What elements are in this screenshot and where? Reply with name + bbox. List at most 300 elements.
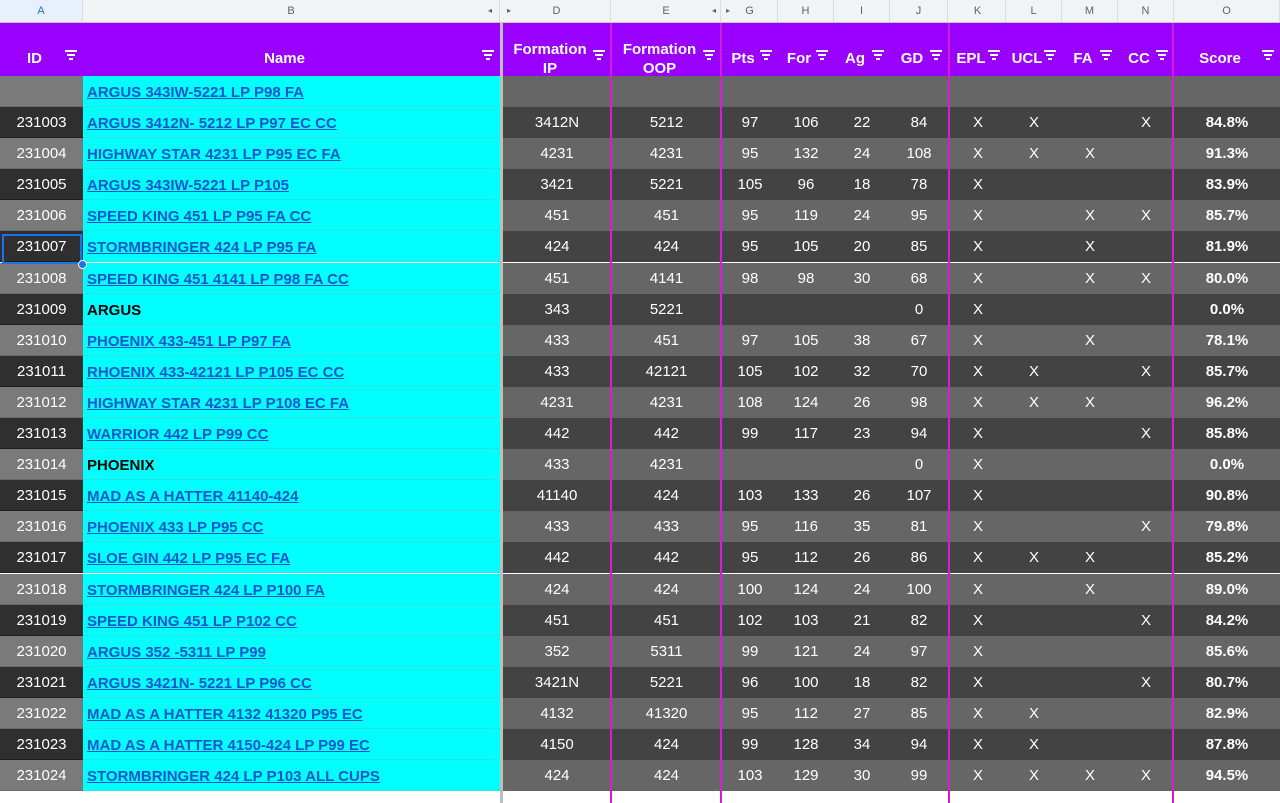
foop-cell[interactable]: 4231 bbox=[612, 449, 721, 480]
ucl-cell[interactable]: X bbox=[1006, 356, 1062, 387]
ag-cell[interactable]: 24 bbox=[834, 138, 890, 169]
cc-cell[interactable]: X bbox=[1118, 418, 1174, 449]
pts-cell[interactable]: 95 bbox=[722, 200, 778, 231]
score-cell[interactable]: 85.2% bbox=[1174, 542, 1280, 573]
ucl-cell[interactable]: X bbox=[1006, 698, 1062, 729]
ag-cell[interactable]: 26 bbox=[834, 387, 890, 418]
epl-cell[interactable]: X bbox=[950, 107, 1006, 138]
fip-cell[interactable]: 352 bbox=[503, 636, 611, 667]
pts-cell[interactable]: 99 bbox=[722, 636, 778, 667]
cell[interactable] bbox=[778, 76, 834, 107]
pts-cell[interactable]: 95 bbox=[722, 511, 778, 542]
gd-cell[interactable]: 84 bbox=[890, 107, 948, 138]
fip-cell[interactable]: 424 bbox=[503, 760, 611, 791]
fa-cell[interactable] bbox=[1062, 667, 1118, 698]
id-cell[interactable]: 231006 bbox=[0, 200, 83, 231]
id-cell[interactable]: 231016 bbox=[0, 511, 83, 542]
cell[interactable] bbox=[834, 76, 890, 107]
for-cell[interactable]: 119 bbox=[778, 200, 834, 231]
for-cell[interactable]: 98 bbox=[778, 263, 834, 294]
name-link[interactable]: PHOENIX 433 LP P95 CC bbox=[83, 511, 500, 542]
id-cell[interactable]: 231017 bbox=[0, 542, 83, 573]
id-cell[interactable]: 231008 bbox=[0, 263, 83, 294]
score-cell[interactable]: 85.6% bbox=[1174, 636, 1280, 667]
gd-cell[interactable]: 99 bbox=[890, 760, 948, 791]
column-letter-l[interactable]: L bbox=[1006, 0, 1062, 22]
fa-cell[interactable] bbox=[1062, 449, 1118, 480]
filter-icon[interactable] bbox=[872, 50, 884, 60]
cc-cell[interactable] bbox=[1118, 636, 1174, 667]
ucl-cell[interactable] bbox=[1006, 200, 1062, 231]
cc-cell[interactable] bbox=[1118, 729, 1174, 760]
fip-cell[interactable]: 442 bbox=[503, 542, 611, 573]
pts-cell[interactable]: 95 bbox=[722, 231, 778, 262]
id-cell[interactable]: 231014 bbox=[0, 449, 83, 480]
filter-icon[interactable] bbox=[1100, 50, 1112, 60]
cc-cell[interactable]: X bbox=[1118, 263, 1174, 294]
ucl-cell[interactable] bbox=[1006, 574, 1062, 605]
epl-cell[interactable]: X bbox=[950, 667, 1006, 698]
epl-cell[interactable]: X bbox=[950, 169, 1006, 200]
id-cell[interactable]: 231013 bbox=[0, 418, 83, 449]
score-cell[interactable]: 85.8% bbox=[1174, 418, 1280, 449]
filter-icon[interactable] bbox=[593, 50, 605, 60]
cc-cell[interactable]: X bbox=[1118, 356, 1174, 387]
pts-cell[interactable]: 98 bbox=[722, 263, 778, 294]
cc-cell[interactable] bbox=[1118, 698, 1174, 729]
epl-cell[interactable]: X bbox=[950, 418, 1006, 449]
fip-cell[interactable]: 433 bbox=[503, 511, 611, 542]
score-cell[interactable]: 83.9% bbox=[1174, 169, 1280, 200]
gd-cell[interactable]: 70 bbox=[890, 356, 948, 387]
for-cell[interactable]: 96 bbox=[778, 169, 834, 200]
id-cell[interactable]: 231007 bbox=[0, 231, 83, 262]
name-link[interactable]: MAD AS A HATTER 4150-424 LP P99 EC bbox=[83, 729, 500, 760]
score-cell[interactable]: 82.9% bbox=[1174, 698, 1280, 729]
gd-cell[interactable]: 0 bbox=[890, 294, 948, 325]
pts-cell[interactable]: 99 bbox=[722, 418, 778, 449]
foop-cell[interactable]: 4141 bbox=[612, 263, 721, 294]
score-cell[interactable]: 90.8% bbox=[1174, 480, 1280, 511]
pts-cell[interactable]: 105 bbox=[722, 169, 778, 200]
ag-cell[interactable]: 26 bbox=[834, 542, 890, 573]
ucl-cell[interactable] bbox=[1006, 325, 1062, 356]
foop-cell[interactable]: 5221 bbox=[612, 667, 721, 698]
fip-cell[interactable]: 4231 bbox=[503, 138, 611, 169]
epl-cell[interactable]: X bbox=[950, 325, 1006, 356]
name-link[interactable]: ARGUS 352 -5311 LP P99 bbox=[83, 636, 500, 667]
id-cell[interactable]: 231015 bbox=[0, 480, 83, 511]
epl-cell[interactable]: X bbox=[950, 542, 1006, 573]
fip-cell[interactable]: 343 bbox=[503, 294, 611, 325]
fip-cell[interactable]: 451 bbox=[503, 263, 611, 294]
column-letter-m[interactable]: M bbox=[1062, 0, 1118, 22]
score-cell[interactable]: 94.5% bbox=[1174, 760, 1280, 791]
cc-cell[interactable]: X bbox=[1118, 511, 1174, 542]
column-group-toggle-icon[interactable]: ▸ bbox=[726, 6, 731, 15]
ucl-cell[interactable] bbox=[1006, 418, 1062, 449]
score-cell[interactable]: 91.3% bbox=[1174, 138, 1280, 169]
foop-cell[interactable]: 42121 bbox=[612, 356, 721, 387]
fa-cell[interactable]: X bbox=[1062, 200, 1118, 231]
column-letter-a[interactable]: A bbox=[0, 0, 83, 22]
column-letter-g[interactable]: G bbox=[722, 0, 778, 22]
column-letter-i[interactable]: I bbox=[834, 0, 890, 22]
filter-icon[interactable] bbox=[816, 50, 828, 60]
ag-cell[interactable]: 24 bbox=[834, 636, 890, 667]
cc-cell[interactable] bbox=[1118, 169, 1174, 200]
gd-cell[interactable]: 94 bbox=[890, 418, 948, 449]
name-link[interactable]: RHOENIX 433-42121 LP P105 EC CC bbox=[83, 356, 500, 387]
epl-cell[interactable]: X bbox=[950, 698, 1006, 729]
name-link[interactable]: PHOENIX 433-451 LP P97 FA bbox=[83, 325, 500, 356]
ag-cell[interactable]: 32 bbox=[834, 356, 890, 387]
for-cell[interactable]: 102 bbox=[778, 356, 834, 387]
name-link[interactable]: ARGUS 343IW-5221 LP P98 FA bbox=[83, 76, 500, 107]
fip-cell[interactable]: 4150 bbox=[503, 729, 611, 760]
cc-cell[interactable]: X bbox=[1118, 667, 1174, 698]
name-link[interactable]: MAD AS A HATTER 4132 41320 P95 EC bbox=[83, 698, 500, 729]
cc-cell[interactable] bbox=[1118, 480, 1174, 511]
name-link[interactable]: ARGUS 3412N- 5212 LP P97 EC CC bbox=[83, 107, 500, 138]
fa-cell[interactable]: X bbox=[1062, 387, 1118, 418]
fa-cell[interactable]: X bbox=[1062, 138, 1118, 169]
fa-cell[interactable]: X bbox=[1062, 231, 1118, 262]
column-letter-h[interactable]: H bbox=[778, 0, 834, 22]
ucl-cell[interactable] bbox=[1006, 667, 1062, 698]
score-cell[interactable]: 78.1% bbox=[1174, 325, 1280, 356]
gd-cell[interactable]: 98 bbox=[890, 387, 948, 418]
ag-cell[interactable]: 22 bbox=[834, 107, 890, 138]
selected-cell[interactable] bbox=[2, 234, 82, 264]
ag-cell[interactable]: 18 bbox=[834, 667, 890, 698]
cell[interactable] bbox=[612, 76, 721, 107]
filter-icon[interactable] bbox=[988, 50, 1000, 60]
id-cell[interactable]: 231020 bbox=[0, 636, 83, 667]
foop-cell[interactable]: 4231 bbox=[612, 138, 721, 169]
fip-cell[interactable]: 4231 bbox=[503, 387, 611, 418]
for-cell[interactable]: 124 bbox=[778, 574, 834, 605]
score-cell[interactable]: 0.0% bbox=[1174, 449, 1280, 480]
fip-cell[interactable]: 451 bbox=[503, 605, 611, 636]
cc-cell[interactable] bbox=[1118, 574, 1174, 605]
for-cell[interactable]: 133 bbox=[778, 480, 834, 511]
foop-cell[interactable]: 442 bbox=[612, 542, 721, 573]
gd-cell[interactable]: 94 bbox=[890, 729, 948, 760]
pts-cell[interactable]: 97 bbox=[722, 107, 778, 138]
ucl-cell[interactable] bbox=[1006, 231, 1062, 262]
filter-icon[interactable] bbox=[1262, 50, 1274, 60]
ucl-cell[interactable]: X bbox=[1006, 542, 1062, 573]
cell[interactable] bbox=[950, 76, 1006, 107]
fip-cell[interactable]: 4132 bbox=[503, 698, 611, 729]
epl-cell[interactable]: X bbox=[950, 636, 1006, 667]
filter-icon[interactable] bbox=[930, 50, 942, 60]
filter-icon[interactable] bbox=[1044, 50, 1056, 60]
score-cell[interactable]: 85.7% bbox=[1174, 356, 1280, 387]
pts-cell[interactable] bbox=[722, 449, 778, 480]
score-cell[interactable]: 87.8% bbox=[1174, 729, 1280, 760]
cc-cell[interactable] bbox=[1118, 231, 1174, 262]
id-cell[interactable]: 231003 bbox=[0, 107, 83, 138]
cc-cell[interactable]: X bbox=[1118, 605, 1174, 636]
fip-cell[interactable]: 41140 bbox=[503, 480, 611, 511]
gd-cell[interactable]: 82 bbox=[890, 605, 948, 636]
epl-cell[interactable]: X bbox=[950, 138, 1006, 169]
fip-cell[interactable]: 3412N bbox=[503, 107, 611, 138]
gd-cell[interactable]: 95 bbox=[890, 200, 948, 231]
epl-cell[interactable]: X bbox=[950, 511, 1006, 542]
fa-cell[interactable] bbox=[1062, 169, 1118, 200]
fa-cell[interactable] bbox=[1062, 636, 1118, 667]
pts-cell[interactable]: 95 bbox=[722, 542, 778, 573]
gd-cell[interactable]: 67 bbox=[890, 325, 948, 356]
pts-cell[interactable] bbox=[722, 294, 778, 325]
id-cell[interactable]: 231024 bbox=[0, 760, 83, 791]
column-group-toggle-icon[interactable]: ◂ bbox=[712, 6, 717, 15]
id-cell[interactable]: 231005 bbox=[0, 169, 83, 200]
name-link[interactable]: HIGHWAY STAR 4231 LP P108 EC FA bbox=[83, 387, 500, 418]
name-link[interactable]: STORMBRINGER 424 LP P100 FA bbox=[83, 574, 500, 605]
id-cell[interactable]: 231019 bbox=[0, 605, 83, 636]
epl-cell[interactable]: X bbox=[950, 231, 1006, 262]
cell[interactable] bbox=[890, 76, 948, 107]
name-link[interactable]: ARGUS 3421N- 5221 LP P96 CC bbox=[83, 667, 500, 698]
cell[interactable] bbox=[0, 76, 83, 107]
epl-cell[interactable]: X bbox=[950, 356, 1006, 387]
fa-cell[interactable] bbox=[1062, 511, 1118, 542]
foop-cell[interactable]: 424 bbox=[612, 729, 721, 760]
fa-cell[interactable] bbox=[1062, 356, 1118, 387]
pts-cell[interactable]: 95 bbox=[722, 698, 778, 729]
fa-cell[interactable]: X bbox=[1062, 574, 1118, 605]
fip-cell[interactable]: 433 bbox=[503, 325, 611, 356]
epl-cell[interactable]: X bbox=[950, 449, 1006, 480]
foop-cell[interactable]: 5212 bbox=[612, 107, 721, 138]
epl-cell[interactable]: X bbox=[950, 480, 1006, 511]
for-cell[interactable]: 117 bbox=[778, 418, 834, 449]
id-cell[interactable]: 231009 bbox=[0, 294, 83, 325]
ucl-cell[interactable] bbox=[1006, 511, 1062, 542]
column-letter-j[interactable]: J bbox=[890, 0, 948, 22]
cell[interactable] bbox=[1006, 76, 1062, 107]
name-link[interactable]: SPEED KING 451 LP P102 CC bbox=[83, 605, 500, 636]
fa-cell[interactable] bbox=[1062, 107, 1118, 138]
filter-icon[interactable] bbox=[703, 50, 715, 60]
id-cell[interactable]: 231021 bbox=[0, 667, 83, 698]
foop-cell[interactable]: 424 bbox=[612, 574, 721, 605]
column-group-toggle-icon[interactable]: ▸ bbox=[507, 6, 512, 15]
column-letter-e[interactable]: E bbox=[612, 0, 721, 22]
fip-cell[interactable]: 3421N bbox=[503, 667, 611, 698]
for-cell[interactable]: 128 bbox=[778, 729, 834, 760]
foop-cell[interactable]: 451 bbox=[612, 200, 721, 231]
score-cell[interactable]: 80.0% bbox=[1174, 263, 1280, 294]
fip-cell[interactable]: 433 bbox=[503, 449, 611, 480]
name-link[interactable]: STORMBRINGER 424 LP P95 FA bbox=[83, 231, 500, 262]
column-letter-b[interactable]: B bbox=[83, 0, 500, 22]
for-cell[interactable] bbox=[778, 449, 834, 480]
id-cell[interactable]: 231011 bbox=[0, 356, 83, 387]
fa-cell[interactable] bbox=[1062, 605, 1118, 636]
column-letter-o[interactable]: O bbox=[1174, 0, 1280, 22]
filter-icon[interactable] bbox=[65, 50, 77, 60]
gd-cell[interactable]: 85 bbox=[890, 231, 948, 262]
for-cell[interactable]: 105 bbox=[778, 231, 834, 262]
foop-cell[interactable]: 451 bbox=[612, 605, 721, 636]
fip-cell[interactable]: 3421 bbox=[503, 169, 611, 200]
fa-cell[interactable] bbox=[1062, 294, 1118, 325]
ag-cell[interactable]: 30 bbox=[834, 760, 890, 791]
score-cell[interactable]: 79.8% bbox=[1174, 511, 1280, 542]
foop-cell[interactable]: 433 bbox=[612, 511, 721, 542]
name-link[interactable]: WARRIOR 442 LP P99 CC bbox=[83, 418, 500, 449]
frozen-column-divider[interactable] bbox=[500, 23, 503, 803]
cell[interactable] bbox=[722, 76, 778, 107]
ag-cell[interactable]: 27 bbox=[834, 698, 890, 729]
gd-cell[interactable]: 78 bbox=[890, 169, 948, 200]
ucl-cell[interactable] bbox=[1006, 605, 1062, 636]
ag-cell[interactable]: 24 bbox=[834, 200, 890, 231]
name-link[interactable]: HIGHWAY STAR 4231 LP P95 EC FA bbox=[83, 138, 500, 169]
gd-cell[interactable]: 107 bbox=[890, 480, 948, 511]
fa-cell[interactable]: X bbox=[1062, 760, 1118, 791]
fa-cell[interactable] bbox=[1062, 729, 1118, 760]
column-letter-d[interactable]: D bbox=[503, 0, 611, 22]
id-cell[interactable]: 231018 bbox=[0, 574, 83, 605]
ag-cell[interactable]: 35 bbox=[834, 511, 890, 542]
gd-cell[interactable]: 82 bbox=[890, 667, 948, 698]
fip-cell[interactable]: 424 bbox=[503, 231, 611, 262]
ucl-cell[interactable] bbox=[1006, 449, 1062, 480]
ag-cell[interactable]: 26 bbox=[834, 480, 890, 511]
filter-icon[interactable] bbox=[760, 50, 772, 60]
name-cell[interactable]: PHOENIX bbox=[83, 449, 500, 480]
ag-cell[interactable]: 21 bbox=[834, 605, 890, 636]
score-cell[interactable]: 89.0% bbox=[1174, 574, 1280, 605]
score-cell[interactable]: 96.2% bbox=[1174, 387, 1280, 418]
epl-cell[interactable]: X bbox=[950, 574, 1006, 605]
cc-cell[interactable] bbox=[1118, 138, 1174, 169]
ucl-cell[interactable]: X bbox=[1006, 107, 1062, 138]
cell[interactable] bbox=[1174, 76, 1280, 107]
column-group-toggle-icon[interactable]: ◂ bbox=[488, 6, 493, 15]
gd-cell[interactable]: 81 bbox=[890, 511, 948, 542]
ag-cell[interactable] bbox=[834, 294, 890, 325]
name-link[interactable]: SPEED KING 451 LP P95 FA CC bbox=[83, 200, 500, 231]
gd-cell[interactable]: 108 bbox=[890, 138, 948, 169]
name-link[interactable]: SLOE GIN 442 LP P95 EC FA bbox=[83, 542, 500, 573]
ucl-cell[interactable]: X bbox=[1006, 387, 1062, 418]
id-cell[interactable]: 231022 bbox=[0, 698, 83, 729]
ag-cell[interactable]: 30 bbox=[834, 263, 890, 294]
name-link[interactable]: SPEED KING 451 4141 LP P98 FA CC bbox=[83, 263, 500, 294]
for-cell[interactable]: 106 bbox=[778, 107, 834, 138]
ag-cell[interactable]: 24 bbox=[834, 574, 890, 605]
ag-cell[interactable]: 18 bbox=[834, 169, 890, 200]
ucl-cell[interactable] bbox=[1006, 294, 1062, 325]
cc-cell[interactable]: X bbox=[1118, 107, 1174, 138]
for-cell[interactable]: 129 bbox=[778, 760, 834, 791]
pts-cell[interactable]: 100 bbox=[722, 574, 778, 605]
fa-cell[interactable] bbox=[1062, 480, 1118, 511]
foop-cell[interactable]: 424 bbox=[612, 760, 721, 791]
id-cell[interactable]: 231004 bbox=[0, 138, 83, 169]
ag-cell[interactable]: 20 bbox=[834, 231, 890, 262]
filter-icon[interactable] bbox=[1156, 50, 1168, 60]
cell[interactable] bbox=[1062, 76, 1118, 107]
foop-cell[interactable]: 41320 bbox=[612, 698, 721, 729]
filter-icon[interactable] bbox=[482, 50, 494, 60]
ag-cell[interactable] bbox=[834, 449, 890, 480]
score-cell[interactable]: 0.0% bbox=[1174, 294, 1280, 325]
pts-cell[interactable]: 103 bbox=[722, 480, 778, 511]
epl-cell[interactable]: X bbox=[950, 200, 1006, 231]
cc-cell[interactable] bbox=[1118, 325, 1174, 356]
cc-cell[interactable] bbox=[1118, 294, 1174, 325]
score-cell[interactable]: 85.7% bbox=[1174, 200, 1280, 231]
pts-cell[interactable]: 105 bbox=[722, 356, 778, 387]
score-cell[interactable]: 84.2% bbox=[1174, 605, 1280, 636]
cc-cell[interactable]: X bbox=[1118, 760, 1174, 791]
fa-cell[interactable] bbox=[1062, 418, 1118, 449]
gd-cell[interactable]: 97 bbox=[890, 636, 948, 667]
for-cell[interactable]: 112 bbox=[778, 542, 834, 573]
cell[interactable] bbox=[503, 76, 611, 107]
ucl-cell[interactable] bbox=[1006, 636, 1062, 667]
id-cell[interactable]: 231010 bbox=[0, 325, 83, 356]
fa-cell[interactable] bbox=[1062, 698, 1118, 729]
fa-cell[interactable]: X bbox=[1062, 263, 1118, 294]
pts-cell[interactable]: 96 bbox=[722, 667, 778, 698]
fip-cell[interactable]: 442 bbox=[503, 418, 611, 449]
fip-cell[interactable]: 424 bbox=[503, 574, 611, 605]
foop-cell[interactable]: 5311 bbox=[612, 636, 721, 667]
ag-cell[interactable]: 38 bbox=[834, 325, 890, 356]
pts-cell[interactable]: 95 bbox=[722, 138, 778, 169]
gd-cell[interactable]: 100 bbox=[890, 574, 948, 605]
for-cell[interactable]: 100 bbox=[778, 667, 834, 698]
fip-cell[interactable]: 451 bbox=[503, 200, 611, 231]
ucl-cell[interactable]: X bbox=[1006, 729, 1062, 760]
score-cell[interactable]: 80.7% bbox=[1174, 667, 1280, 698]
name-link[interactable]: ARGUS 343IW-5221 LP P105 bbox=[83, 169, 500, 200]
epl-cell[interactable]: X bbox=[950, 605, 1006, 636]
foop-cell[interactable]: 5221 bbox=[612, 169, 721, 200]
gd-cell[interactable]: 0 bbox=[890, 449, 948, 480]
ucl-cell[interactable] bbox=[1006, 480, 1062, 511]
ag-cell[interactable]: 23 bbox=[834, 418, 890, 449]
ucl-cell[interactable]: X bbox=[1006, 760, 1062, 791]
name-cell[interactable]: ARGUS bbox=[83, 294, 500, 325]
column-letter-n[interactable]: N bbox=[1118, 0, 1174, 22]
gd-cell[interactable]: 68 bbox=[890, 263, 948, 294]
for-cell[interactable]: 132 bbox=[778, 138, 834, 169]
fip-cell[interactable]: 433 bbox=[503, 356, 611, 387]
fill-handle[interactable] bbox=[78, 260, 87, 269]
cc-cell[interactable] bbox=[1118, 542, 1174, 573]
pts-cell[interactable]: 108 bbox=[722, 387, 778, 418]
pts-cell[interactable]: 99 bbox=[722, 729, 778, 760]
name-link[interactable]: MAD AS A HATTER 41140-424 bbox=[83, 480, 500, 511]
cell[interactable] bbox=[1118, 76, 1174, 107]
ucl-cell[interactable] bbox=[1006, 169, 1062, 200]
epl-cell[interactable]: X bbox=[950, 387, 1006, 418]
for-cell[interactable]: 105 bbox=[778, 325, 834, 356]
for-cell[interactable]: 124 bbox=[778, 387, 834, 418]
id-cell[interactable]: 231012 bbox=[0, 387, 83, 418]
epl-cell[interactable]: X bbox=[950, 263, 1006, 294]
